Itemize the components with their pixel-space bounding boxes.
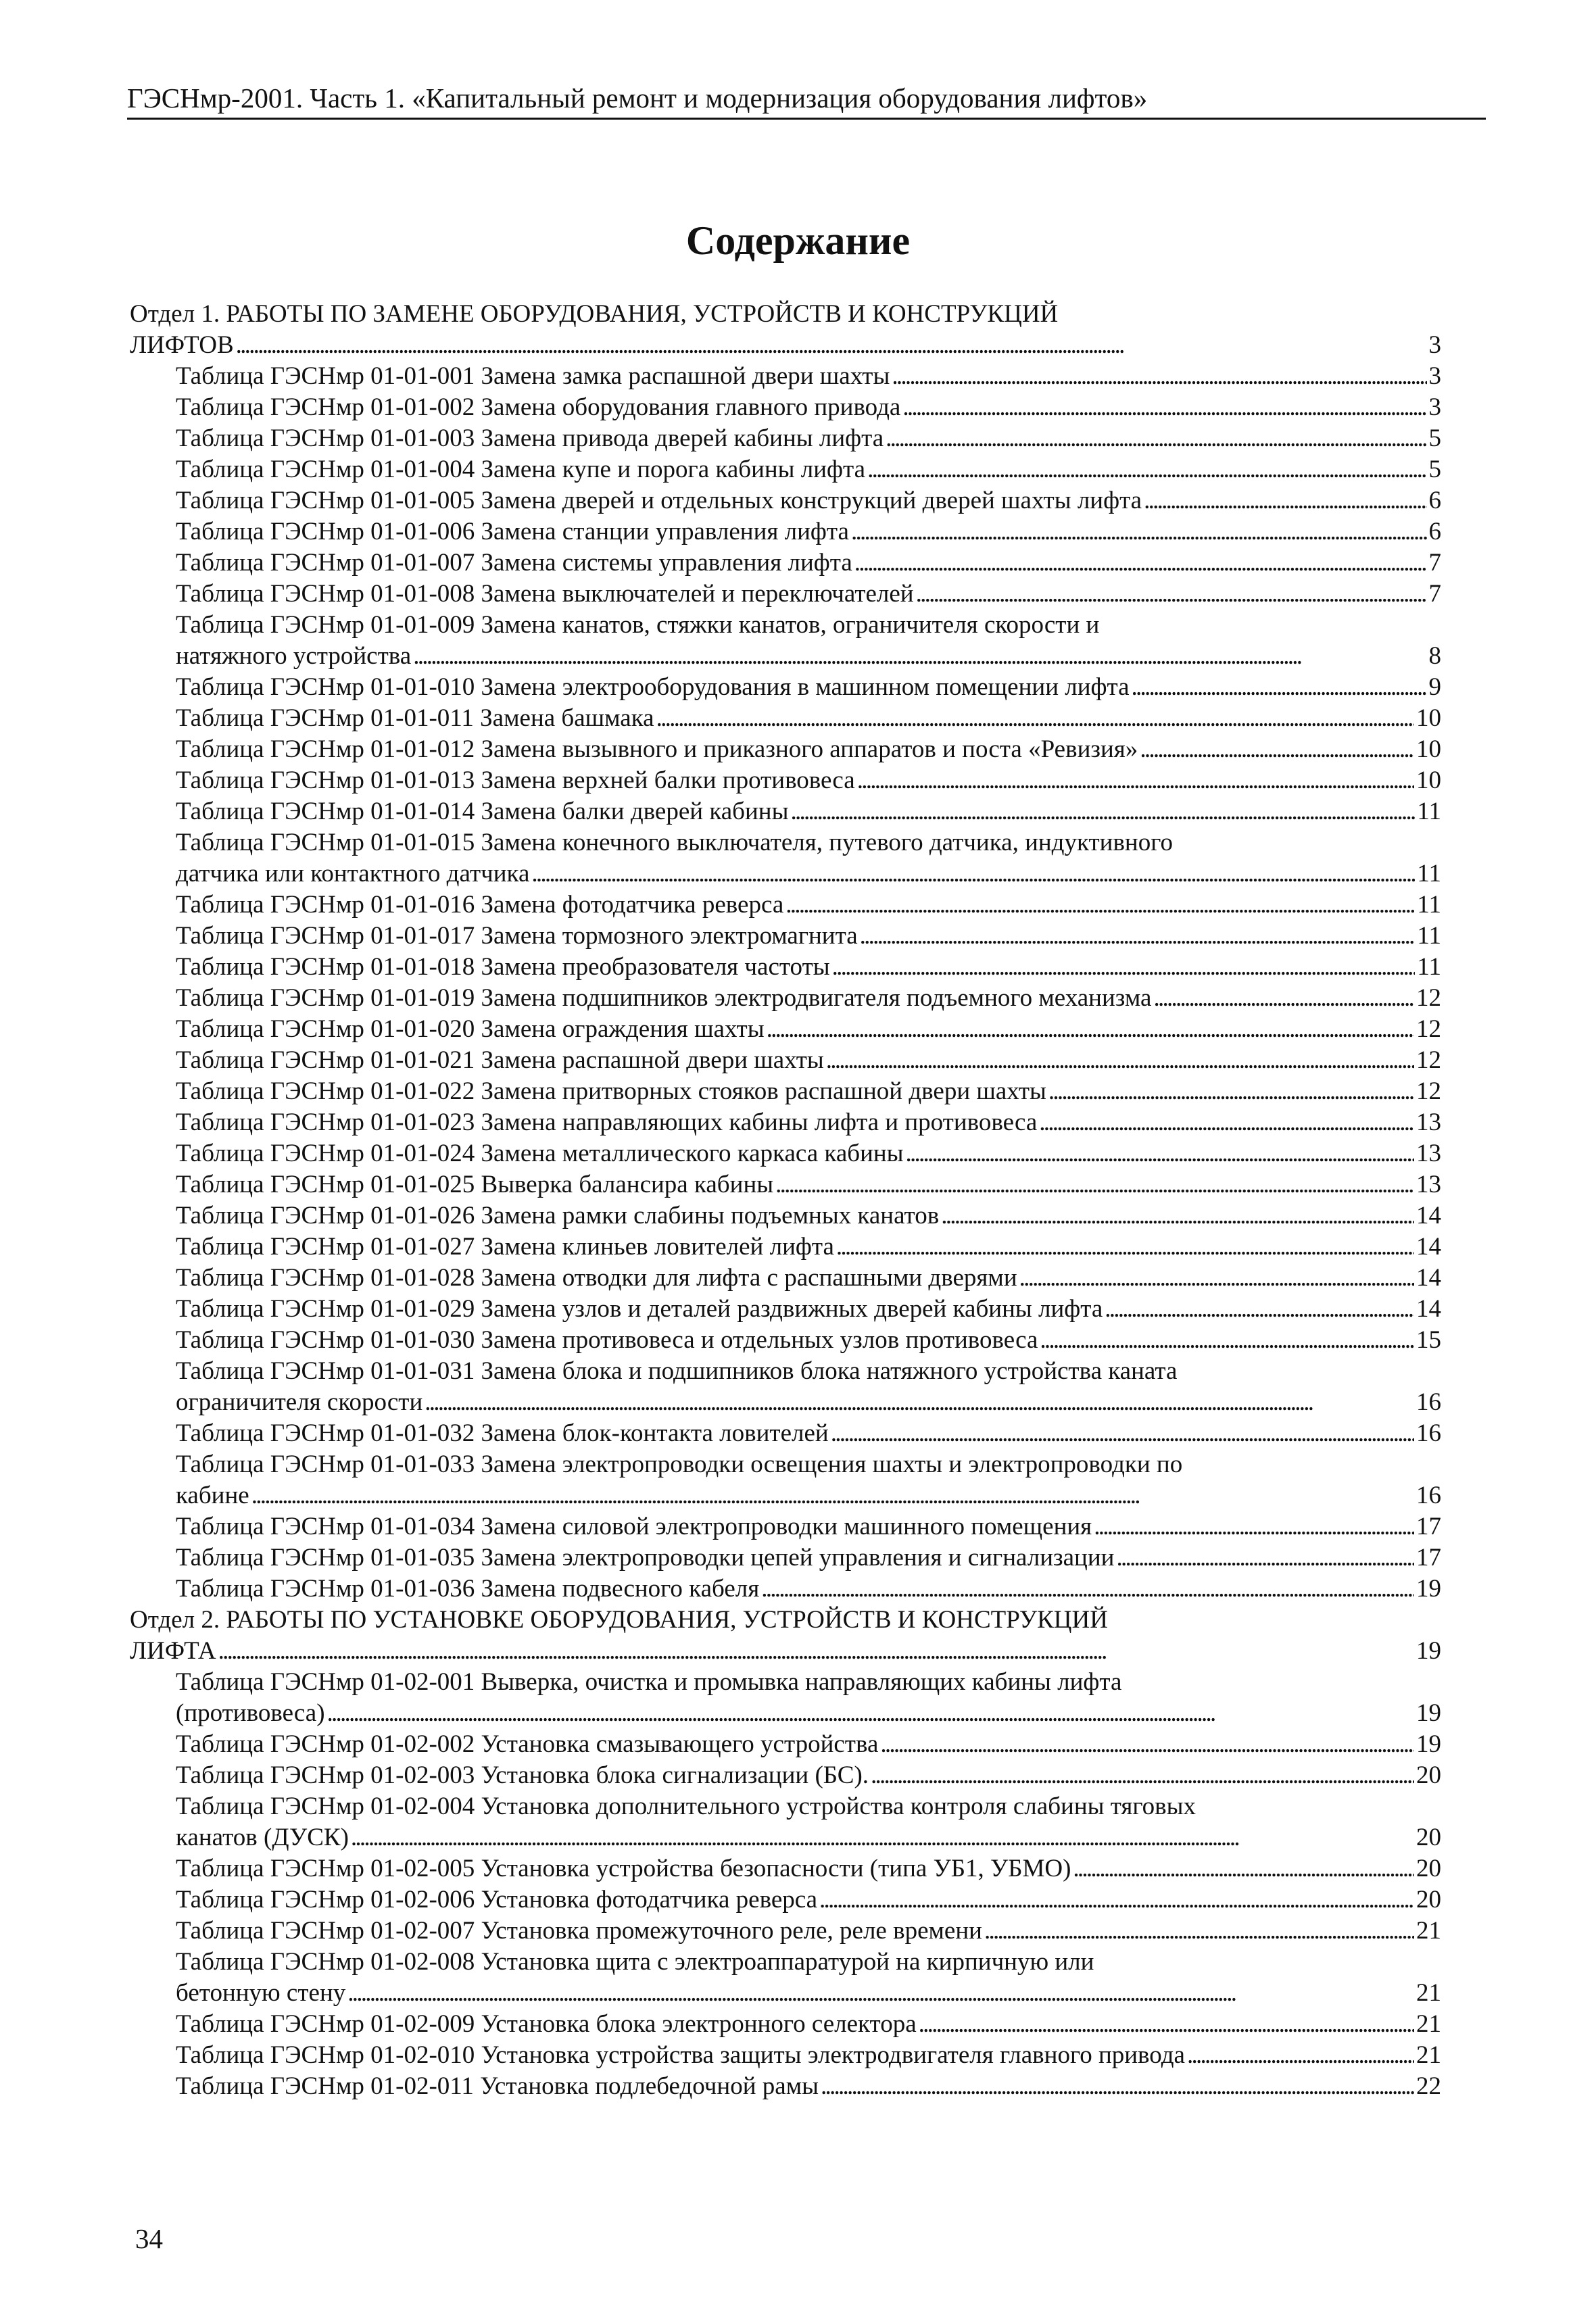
toc-entry-title-line: Отдел 1. РАБОТЫ ПО ЗАМЕНЕ ОБОРУДОВАНИЯ, УСТРОЙСТВ И КОНСТРУКЦИЙ (130, 300, 1059, 328)
toc-entry (130, 547, 1441, 579)
toc-entry (130, 1138, 1441, 1169)
toc-entry-title: кабине (176, 1482, 249, 1509)
toc-page-number: 19 (1416, 1699, 1441, 1727)
toc-entry (130, 1574, 1441, 1605)
dot-leader (886, 423, 1426, 454)
toc-entry (130, 1853, 1441, 1884)
toc-entry (130, 1418, 1441, 1449)
toc-page-number: 19 (1416, 1730, 1441, 1758)
dot-leader (425, 1387, 1414, 1418)
toc-entry-title: натяжного устройства (176, 642, 412, 670)
toc-entry-title: Таблица ГЭСНмр 01-01-002 Замена оборудования главного привода (176, 393, 901, 421)
toc-entry-title: Таблица ГЭСНмр 01-01-019 Замена подшипников электродвигателя подъемного механизма (176, 984, 1152, 1012)
toc-entry (130, 423, 1441, 454)
toc-entry-title: Таблица ГЭСНмр 01-02-002 Установка смазывающего устройства (176, 1730, 879, 1758)
toc-entry (130, 485, 1441, 516)
toc-page-number: 12 (1416, 1077, 1441, 1105)
dot-leader (851, 516, 1427, 547)
toc-entry-title-line: Таблица ГЭСНмр 01-01-009 Замена канатов, стяжки канатов, ограничителя скорости и (176, 611, 1100, 639)
toc-entry (130, 952, 1441, 983)
dot-leader (218, 1636, 1414, 1667)
toc-entry (130, 1884, 1441, 1916)
dot-leader (251, 1480, 1414, 1511)
toc-page-number: 14 (1416, 1233, 1441, 1261)
toc-entry-title: Таблица ГЭСНмр 01-01-036 Замена подвесного кабеля (176, 1575, 760, 1603)
dot-leader (1116, 1542, 1414, 1574)
toc-entry-title: (противовеса) (176, 1699, 325, 1727)
toc-entry-title: Таблица ГЭСНмр 01-01-020 Замена ограждения шахты (176, 1015, 765, 1043)
toc-entry (130, 1667, 1441, 1729)
toc-entry-title: Таблица ГЭСНмр 01-01-017 Замена тормозного электромагнита (176, 922, 858, 950)
dot-leader (1187, 2040, 1414, 2071)
toc-page-number: 10 (1416, 766, 1441, 794)
toc-page-number: 12 (1416, 1046, 1441, 1074)
toc-entry (130, 1169, 1441, 1200)
running-header: ГЭСНмр-2001. Часть 1. «Капитальный ремонт и модернизация оборудования лифтов» (127, 81, 1486, 120)
toc-entry (130, 2071, 1441, 2102)
toc-entry-title: Таблица ГЭСНмр 01-01-018 Замена преобразователя частоты (176, 953, 830, 981)
toc-entry (130, 1263, 1441, 1294)
toc-entry-title: Таблица ГЭСНмр 01-01-006 Замена станции управления лифта (176, 518, 849, 545)
toc-entry-title: Таблица ГЭСНмр 01-01-001 Замена замка распашной двери шахты (176, 362, 890, 390)
toc-page-number: 22 (1416, 2072, 1441, 2100)
toc-entry (130, 703, 1441, 734)
toc-page-number: 10 (1416, 704, 1441, 732)
dot-leader (892, 361, 1426, 392)
dot-leader (1039, 1107, 1414, 1138)
dot-leader (1048, 1076, 1414, 1107)
toc-entry-title: ЛИФТА (130, 1637, 216, 1665)
toc-entry (130, 1014, 1441, 1045)
toc-entry-title: Таблица ГЭСНмр 01-01-024 Замена металлического каркаса кабины (176, 1140, 904, 1167)
toc-entry-title: Таблица ГЭСНмр 01-02-007 Установка промежуточного реле, реле времени (176, 1917, 982, 1945)
dot-leader (413, 641, 1426, 672)
toc-entry-title: Таблица ГЭСНмр 01-01-022 Замена притворных стояков распашной двери шахты (176, 1077, 1046, 1105)
toc-page-number: 17 (1416, 1544, 1441, 1571)
dot-leader (236, 330, 1427, 361)
dot-leader (1073, 1853, 1414, 1884)
toc-page-number: 20 (1416, 1824, 1441, 1851)
toc-entry (130, 610, 1441, 672)
toc-entry (130, 1760, 1441, 1791)
toc-entry-title: Таблица ГЭСНмр 01-02-011 Установка подлебедочной рамы (176, 2072, 819, 2100)
dot-leader (826, 1045, 1414, 1076)
dot-leader (790, 796, 1415, 827)
toc-entry (130, 1107, 1441, 1138)
toc-entry-title: Таблица ГЭСНмр 01-01-025 Выверка балансира кабины (176, 1171, 774, 1198)
toc-entry (130, 1200, 1441, 1232)
toc-page-number: 17 (1416, 1513, 1441, 1540)
toc-page-number: 15 (1416, 1326, 1441, 1354)
toc-entry-title: Таблица ГЭСНмр 01-01-030 Замена противовеса и отдельных узлов противовеса (176, 1326, 1038, 1354)
dot-leader (347, 1978, 1414, 2009)
toc-entry (130, 983, 1441, 1014)
toc-entry (130, 1791, 1441, 1853)
dot-leader (906, 1138, 1414, 1169)
dot-leader (821, 2071, 1414, 2102)
dot-leader (351, 1822, 1414, 1853)
dot-leader (761, 1574, 1414, 1605)
toc-page-number: 3 (1428, 331, 1441, 359)
dot-leader (832, 952, 1416, 983)
toc-entry (130, 1356, 1441, 1418)
dot-leader (1040, 1325, 1414, 1356)
toc-entry-title: Таблица ГЭСНмр 01-01-016 Замена фотодатчика реверса (176, 891, 784, 919)
toc-page-number: 14 (1416, 1295, 1441, 1323)
page-number: 34 (135, 2223, 163, 2254)
toc-page-number: 7 (1428, 580, 1441, 608)
dot-leader (916, 579, 1427, 610)
dot-leader (1140, 734, 1414, 765)
dot-leader (819, 1884, 1414, 1916)
toc-entry (130, 2040, 1441, 2071)
dot-leader (785, 890, 1415, 921)
dot-leader (1019, 1263, 1414, 1294)
toc-entry-title: Таблица ГЭСНмр 01-02-003 Установка блока сигнализации (БС). (176, 1761, 869, 1789)
toc-entry-title: ЛИФТОВ (130, 331, 234, 359)
toc-entry-title: Таблица ГЭСНмр 01-01-011 Замена башмака (176, 704, 654, 732)
toc-entry (130, 1511, 1441, 1542)
toc-page-number: 12 (1416, 1015, 1441, 1043)
toc-entry (130, 734, 1441, 765)
dot-leader (1144, 485, 1426, 516)
toc-section (130, 299, 1441, 361)
dot-leader (531, 858, 1415, 890)
toc-entry-title: Таблица ГЭСНмр 01-01-035 Замена электропроводки цепей управления и сигнализации (176, 1544, 1115, 1571)
toc-entry-title: Таблица ГЭСНмр 01-02-009 Установка блока электронного селектора (176, 2010, 917, 2038)
toc-page-number: 11 (1417, 798, 1441, 825)
toc-entry-title: Таблица ГЭСНмр 01-01-028 Замена отводки для лифта с распашными дверями (176, 1264, 1017, 1292)
toc-page-number: 11 (1417, 860, 1441, 887)
toc-page-number: 16 (1416, 1388, 1441, 1416)
toc-entry-title-line: Таблица ГЭСНмр 01-01-031 Замена блока и подшипников блока натяжного устройства каната (176, 1357, 1178, 1385)
toc-entry (130, 2009, 1441, 2040)
toc-page-number: 3 (1428, 362, 1441, 390)
dot-leader (327, 1698, 1414, 1729)
toc-entry-title-line: Таблица ГЭСНмр 01-02-001 Выверка, очистка и промывка направляющих кабины лифта (176, 1668, 1122, 1696)
toc-page-number: 6 (1428, 518, 1441, 545)
toc-entry-title: Таблица ГЭСНмр 01-01-013 Замена верхней балки противовеса (176, 766, 855, 794)
dot-leader (1132, 672, 1427, 703)
toc-entry (130, 1729, 1441, 1760)
dot-leader (941, 1200, 1414, 1232)
dot-leader (857, 765, 1414, 796)
dot-leader (854, 547, 1427, 579)
toc-entry (130, 392, 1441, 423)
toc-entry-title: Таблица ГЭСНмр 01-01-007 Замена системы управления лифта (176, 549, 852, 577)
toc-entry-title: канатов (ДУСК) (176, 1824, 349, 1851)
toc-entry (130, 1947, 1441, 2009)
toc-page-number: 21 (1416, 1917, 1441, 1945)
toc-entry (130, 1916, 1441, 1947)
toc-entry (130, 361, 1441, 392)
toc-entry-title: Таблица ГЭСНмр 01-02-010 Установка устройства защиты электродвигателя главного привода (176, 2041, 1185, 2069)
toc-entry-title: Таблица ГЭСНмр 01-01-021 Замена распашной двери шахты (176, 1046, 824, 1074)
dot-leader (836, 1232, 1414, 1263)
toc-entry-title: Таблица ГЭСНмр 01-01-012 Замена вызывного и приказного аппаратов и поста «Ревизия» (176, 735, 1138, 763)
dot-leader (1094, 1511, 1414, 1542)
dot-leader (1153, 983, 1414, 1014)
toc-entry (130, 921, 1441, 952)
toc-entry-title: Таблица ГЭСНмр 01-01-027 Замена клиньев ловителей лифта (176, 1233, 834, 1261)
toc-entry (130, 672, 1441, 703)
toc-entry (130, 579, 1441, 610)
toc-entry (130, 1294, 1441, 1325)
toc-entry-title-line: Таблица ГЭСНмр 01-01-015 Замена конечного выключателя, путевого датчика, индуктивного (176, 829, 1173, 856)
toc-entry (130, 1076, 1441, 1107)
toc-entry (130, 516, 1441, 547)
toc-page-number: 7 (1428, 549, 1441, 577)
toc-entry-title: Таблица ГЭСНмр 01-01-034 Замена силовой электропроводки машинного помещения (176, 1513, 1092, 1540)
toc-entry (130, 1232, 1441, 1263)
toc-entry (130, 796, 1441, 827)
toc-page-number: 19 (1416, 1575, 1441, 1603)
toc-entry-title: Таблица ГЭСНмр 01-01-004 Замена купе и порога кабины лифта (176, 456, 866, 483)
toc-entry (130, 1045, 1441, 1076)
toc-entry-title: ограничителя скорости (176, 1388, 423, 1416)
toc-entry-title: Таблица ГЭСНмр 01-01-005 Замена дверей и отдельных конструкций дверей шахты лифта (176, 487, 1142, 514)
toc-entry (130, 765, 1441, 796)
toc-page-number: 20 (1416, 1761, 1441, 1789)
toc-entry-title-line: Таблица ГЭСНмр 01-02-004 Установка дополнительного устройства контроля слабины тяговых (176, 1793, 1196, 1820)
toc-entry-title: Таблица ГЭСНмр 01-02-006 Установка фотодатчика реверса (176, 1886, 818, 1914)
toc-entry-title: Таблица ГЭСНмр 01-01-014 Замена балки дверей кабины (176, 798, 789, 825)
toc-page-number: 21 (1416, 2041, 1441, 2069)
dot-leader (767, 1014, 1414, 1045)
toc-page-number: 14 (1416, 1202, 1441, 1229)
dot-leader (831, 1418, 1414, 1449)
dot-leader (656, 703, 1414, 734)
toc-page-number: 14 (1416, 1264, 1441, 1292)
toc-page-number: 11 (1417, 953, 1441, 981)
toc-page-number: 12 (1416, 984, 1441, 1012)
toc-page-number: 5 (1428, 424, 1441, 452)
toc-entry-title: Таблица ГЭСНмр 01-01-003 Замена привода дверей кабины лифта (176, 424, 884, 452)
toc-page-number: 13 (1416, 1108, 1441, 1136)
toc-entry-title: датчика или контактного датчика (176, 860, 530, 887)
toc-entry (130, 1542, 1441, 1574)
toc-entry-title: Таблица ГЭСНмр 01-01-023 Замена направляющих кабины лифта и противовеса (176, 1108, 1038, 1136)
toc-page-number: 10 (1416, 735, 1441, 763)
toc-page-number: 13 (1416, 1140, 1441, 1167)
toc-entry-title-line: Отдел 2. РАБОТЫ ПО УСТАНОВКЕ ОБОРУДОВАНИЯ, УСТРОЙСТВ И КОНСТРУКЦИЙ (130, 1606, 1108, 1634)
toc-section (130, 1605, 1441, 1667)
dot-leader (902, 392, 1426, 423)
toc-page-number: 5 (1428, 456, 1441, 483)
toc-entry-title-line: Таблица ГЭСНмр 01-02-008 Установка щита с электроаппаратурой на кирпичную или (176, 1948, 1094, 1976)
toc-page-number: 19 (1416, 1637, 1441, 1665)
toc-page-number: 6 (1428, 487, 1441, 514)
toc-entry (130, 1449, 1441, 1511)
dot-leader (867, 454, 1426, 485)
toc-entry (130, 454, 1441, 485)
toc-entry-title: Таблица ГЭСНмр 01-01-010 Замена электрооборудования в машинном помещении лифта (176, 673, 1130, 701)
toc-entry-title: бетонную стену (176, 1979, 346, 2007)
dot-leader (919, 2009, 1414, 2040)
toc-page-number: 21 (1416, 1979, 1441, 2007)
toc-entry (130, 1325, 1441, 1356)
toc-page-number: 16 (1416, 1482, 1441, 1509)
toc-page-number: 21 (1416, 2010, 1441, 2038)
dot-leader (1105, 1294, 1414, 1325)
toc-page-number: 3 (1428, 393, 1441, 421)
dot-leader (775, 1169, 1414, 1200)
toc-entry-title: Таблица ГЭСНмр 01-01-026 Замена рамки слабины подъемных канатов (176, 1202, 940, 1229)
dot-leader (984, 1916, 1414, 1947)
toc-page-number: 20 (1416, 1855, 1441, 1882)
toc-page-number: 9 (1428, 673, 1441, 701)
toc-entry-title-line: Таблица ГЭСНмр 01-01-033 Замена электропроводки освещения шахты и электропроводки по (176, 1451, 1183, 1478)
toc-page-number: 20 (1416, 1886, 1441, 1914)
toc-entry (130, 827, 1441, 890)
toc-entry (130, 890, 1441, 921)
page-title: Содержание (685, 218, 911, 263)
dot-leader (880, 1729, 1414, 1760)
toc-page-number: 11 (1417, 922, 1441, 950)
toc-page-number: 13 (1416, 1171, 1441, 1198)
toc-entry-title: Таблица ГЭСНмр 01-01-032 Замена блок-контакта ловителей (176, 1419, 829, 1447)
toc-entry-title: Таблица ГЭСНмр 01-02-005 Установка устройства безопасности (типа УБ1, УБМО) (176, 1855, 1071, 1882)
toc-page-number: 11 (1417, 891, 1441, 919)
toc-page-number: 8 (1428, 642, 1441, 670)
table-of-contents (130, 299, 1441, 2102)
toc-entry-title: Таблица ГЭСНмр 01-01-008 Замена выключателей и переключателей (176, 580, 914, 608)
toc-entry-title: Таблица ГЭСНмр 01-01-029 Замена узлов и деталей раздвижных дверей кабины лифта (176, 1295, 1103, 1323)
toc-page-number: 16 (1416, 1419, 1441, 1447)
dot-leader (871, 1760, 1414, 1791)
dot-leader (860, 921, 1416, 952)
